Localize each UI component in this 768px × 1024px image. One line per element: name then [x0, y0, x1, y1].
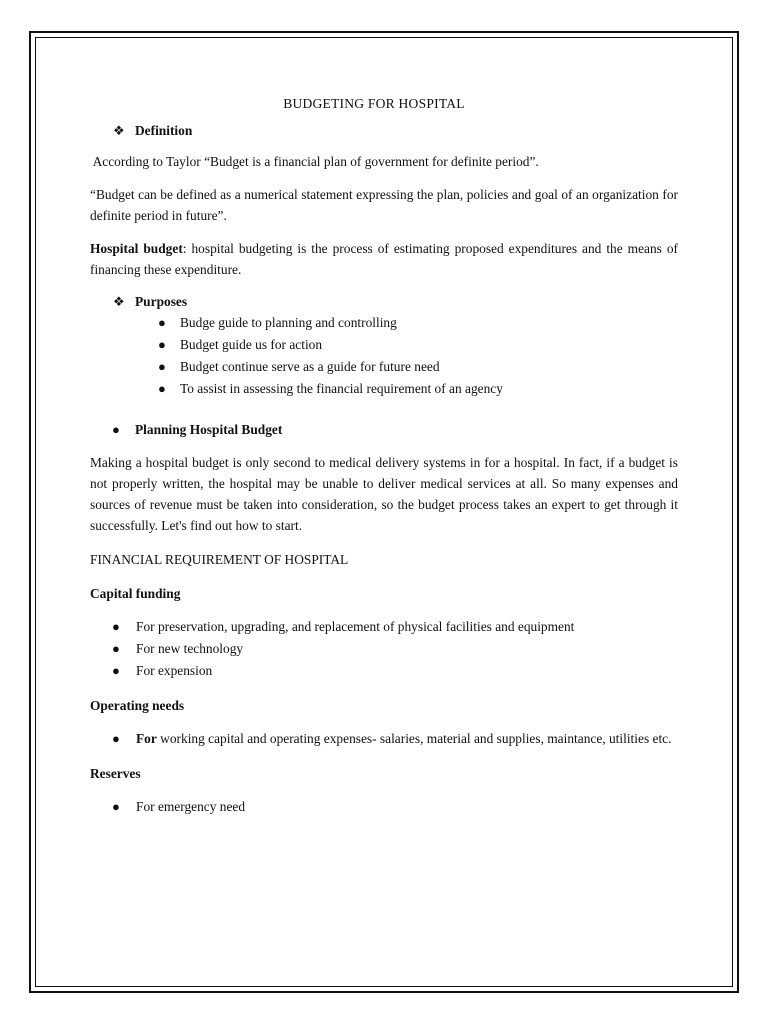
- reserves-heading: Reserves: [90, 766, 141, 781]
- definition-heading: [90, 121, 678, 141]
- planning-paragraph: Making a hospital budget is only second to medical delivery systems in for a hospital. In fact, if a budget is not properly written, the hospital may be unable to deliver medical services at all. So many expenses and sources of revenue must be taken into consideration, so the budget process takes an expert to get through it successfully. Let's find out how to start.: [90, 455, 678, 533]
- numerical-statement-definition: “Budget can be defined as a numerical statement expressing the plan, policies and goal of an organization for definite period in future”.: [90, 187, 678, 223]
- list-item: ● To assist in assessing the financial requirement of an agency: [180, 378, 678, 400]
- diamond-bullet-icon: ❖: [113, 123, 125, 138]
- list-item: ● For expension: [136, 660, 678, 682]
- bullet-icon: ●: [112, 619, 120, 634]
- bullet-icon: ●: [112, 731, 120, 746]
- bullet-icon: ●: [158, 337, 166, 352]
- bullet-icon: ●: [112, 641, 120, 656]
- document-body: [90, 90, 678, 818]
- purposes-list: [90, 312, 678, 400]
- planning-heading-label: Planning Hospital Budget: [135, 422, 283, 437]
- capital-funding-heading: Capital funding: [90, 586, 181, 601]
- list-item: ● For working capital and operating expenses- salaries, material and supplies, maintance, utilities etc.: [136, 728, 678, 750]
- list-item: ● Budget guide us for action: [180, 334, 678, 356]
- financial-requirement-heading: FINANCIAL REQUIREMENT OF HOSPITAL: [90, 552, 349, 567]
- bullet-icon: ●: [158, 381, 166, 396]
- capital-funding-list: [90, 616, 678, 682]
- document-title: BUDGETING FOR HOSPITAL: [283, 96, 465, 111]
- bullet-icon: ●: [112, 799, 120, 814]
- bullet-icon: ●: [112, 422, 120, 437]
- operating-needs-heading: Operating needs: [90, 698, 185, 713]
- planning-heading: [90, 420, 678, 440]
- purposes-heading-label: Purposes: [135, 294, 188, 309]
- list-item: ● For new technology: [136, 638, 678, 660]
- definition-heading-label: Definition: [135, 123, 193, 138]
- list-item: ● Budge guide to planning and controlling: [180, 312, 678, 334]
- bullet-icon: ●: [158, 359, 166, 374]
- bullet-icon: ●: [158, 315, 166, 330]
- hospital-budget-definition: [90, 238, 678, 280]
- list-item: ● For emergency need: [136, 796, 678, 818]
- reserves-list: [90, 796, 678, 818]
- operating-needs-list: [90, 728, 678, 750]
- hospital-budget-label: Hospital budget: [90, 241, 183, 256]
- purposes-heading: [90, 292, 678, 312]
- diamond-bullet-icon: ❖: [113, 294, 125, 309]
- taylor-definition: According to Taylor “Budget is a financial plan of government for definite period”.: [90, 154, 539, 169]
- hospital-budget-text: : hospital budgeting is the process of estimating proposed expenditures and the means of financing these expenditure.: [90, 241, 678, 277]
- list-item: ● For preservation, upgrading, and replacement of physical facilities and equipment: [136, 616, 678, 638]
- list-item: ● Budget continue serve as a guide for future need: [180, 356, 678, 378]
- bullet-icon: ●: [112, 663, 120, 678]
